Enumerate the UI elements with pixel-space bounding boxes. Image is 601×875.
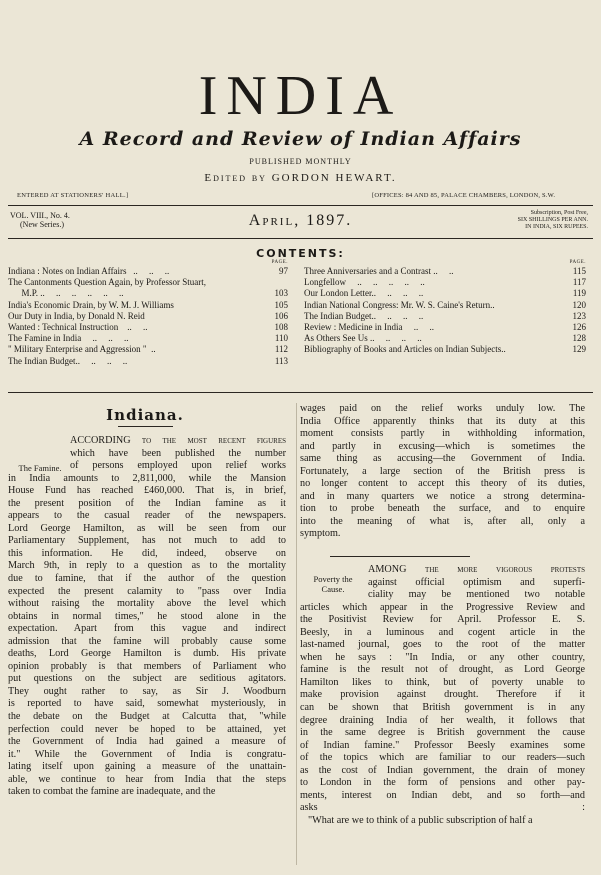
subscription-line: IN INDIA, SIX RUPEES. [525,224,588,230]
contents-entry [304,344,586,355]
contents-entry [8,344,288,355]
contents-entry-title: As Others See Us .. .. .. .. [304,333,422,344]
article-text-line: admission that the famine will probably cause some [8,635,286,647]
series-label: (New Series.) [20,220,64,229]
contents-entry-page: 129 [572,344,586,355]
column-divider [296,403,297,865]
article-text-line: it." While the Government of India is congratu- [8,748,286,760]
published-monthly: PUBLISHED MONTHLY [249,157,352,166]
subscription-info [480,210,588,231]
contents-entry-title: Our London Letter.. .. .. .. [304,288,424,299]
article-heading: Indiana. [106,406,184,424]
contents-entry-title: The Indian Budget.. .. .. .. [8,355,128,366]
article-text-line: put questions on the subject are seditious agitators. [8,673,286,685]
contents-entry [8,300,288,311]
contents-entry-page: 110 [274,333,288,344]
article-text-line: wages paid on the relief works unduly low. The [300,403,585,414]
article-text-line: ciality may be mentioned two notable [368,589,585,601]
article-text-line: ments, interest on Indian debt, and so forth—and [300,789,585,801]
article-text-line: when he says : "In India, or any other country, [300,651,585,663]
article-left-column [8,435,286,799]
article-text-line: articles which appear in the Progressive Review and [300,601,585,613]
contents-entry-title: Three Anniversaries and a Contrast .. .. [304,266,454,276]
article-text-line: is reported to have said, somewhat mysteriously, in [8,698,286,710]
contents-entry [8,356,288,367]
article-text-line: same thing as accusing—the Government of India. [300,453,585,465]
contents-entry-title: The Famine in India .. .. .. [8,333,129,344]
article-text-line: Fortunately, a large section of the British press is [300,465,585,477]
article-text-line: against official optimism and superfi- [368,576,585,588]
margin-note-line: Poverty the [313,574,353,584]
article-text-line: the debate on the Budget at Calcutta that, "while [8,711,286,723]
contents-bottom-rule [8,392,593,393]
contents-entry [304,322,586,333]
contents-entry [8,322,288,333]
page-column-header: PAGE. [569,260,586,265]
article-text-line: and partly in excusing—which is sometimes the [300,440,585,452]
article-text-line: expected the present calamity to "pass over India [8,585,286,597]
article-text-line: able, we continue to hear from India that the steps [8,773,286,785]
contents-entry-title: Indian National Congress: Mr. W. S. Caine's Return.. [304,299,495,310]
contents-entry-page: 108 [274,322,288,333]
article-text-line: as the cost of Indian government, the drain of money [300,764,585,776]
article-text-line: tion to probe beneath the surface, and to enquire [300,503,585,515]
contents-entry-title: Indiana : Notes on Indian Affairs .. .. .. [8,266,170,276]
article-text-line: of the topics which are familiar to our readers—such [300,752,585,764]
article-text-line: without raising the mortality above the level which [8,598,286,610]
article-text-line: "What are we to think of a public subscription of half a [308,814,533,826]
contents-entry-title: India's Economic Drain, by W. M. J. Williams [8,299,174,310]
volume-number: VOL. VIII., No. 4. [10,211,70,220]
contents-entry [304,333,586,344]
contents-right-column [304,260,586,356]
masthead-title: INDIA [198,65,403,127]
article-text-line: perfection could never be hoped to be attained, yet [8,723,286,735]
contents-entry-title: Bibliography of Books and Articles on Indian Subjects.. [304,344,506,355]
contents-entry-page: 115 [572,266,586,276]
article-text-line: Beesly, in a luminous and cogent article in the [300,626,585,638]
article-text-line: the present position of the Indian famine as it [8,497,286,509]
article-text-line: Hamilton likes to think, but of poverty unable to [300,676,585,688]
article-text-line: Parliamentary Supplement, has not much to add to [8,535,286,547]
article-text-line: March 9th, in reply to a question as to the mortality [8,560,286,572]
offices-address: [OFFICES: 84 AND 85, PALACE CHAMBERS, LONDON, S.W. [372,192,556,199]
contents-heading: CONTENTS: [256,247,345,260]
contents-entry-title: Our Duty in India, by Donald N. Reid [8,310,145,321]
article-text-line: and in many quarters we notice a strong determina- [300,490,585,502]
article-text-line: India Office apparently thinks that its duty at this [300,415,585,427]
contents-entry-page: 97 [279,266,288,276]
article-text-line: in India amounts to 2,811,000, while the Mansion [8,472,286,484]
article-text-line: due to famine, that if the author of the question [8,573,286,585]
contents-entry-title: Longfellow .. .. .. .. .. [304,277,425,288]
article-text-line: appears to the casual reader of the newspapers. [8,510,286,522]
contents-entry [8,333,288,344]
article-text-line: degree draining India of her wealth, it follows that [300,714,585,726]
article-text-line: can be shown that British government is in any [300,702,585,714]
contents-entry [8,288,288,299]
edited-by: Edited by GORDON HEWART. [204,172,397,184]
contents-entry-page: 106 [274,310,288,321]
contents-entry-title: The Indian Budget.. .. .. .. [304,310,424,321]
contents-entry [8,277,288,288]
article-text-line: House Fund has reached £460,000. That is, in brief, [8,485,286,497]
article-text-line: to London in the form of pensions and other pay- [300,777,585,789]
article-text-line: moment consists partly in withholding information, [300,428,585,440]
contents-entry-title: " Military Enterprise and Aggression " .. [8,344,156,355]
article-text-line: into the meaning of what is, after all, only a [300,515,585,527]
contents-entry-page [284,277,288,288]
article-text-line: this information. He did, indeed, observe on [8,547,286,559]
contents-left-column [8,260,288,367]
article-text-line: last-named journal, goes to the root of the matter [300,639,585,651]
contents-entry-page: 128 [572,333,586,344]
masthead-subtitle: A Record and Review of Indian Affairs [79,128,522,150]
article-text-line: the Government of India had gained a measure of [8,736,286,748]
article-text-line: lating itself upon gaining a measure of the unattain- [8,761,286,773]
article-text-line: obtains in normal times," he stood alone in the [8,610,286,622]
page-column-header: PAGE. [271,260,288,265]
margin-note-famine: The Famine. [18,463,62,473]
contents-rule [8,238,593,239]
article-text-line: famine is the result not of drought, as Lord George [300,664,585,676]
contents-entry [304,288,586,299]
subscription-line: Subscription, Post Free, [530,210,588,216]
heading-underline [118,426,173,427]
article-text-line: taken to combat the famine are inadequate, and the [8,786,216,798]
article-text-line: deaths, Lord George Hamilton is dumb. His private [8,648,286,660]
article-text-line: the Positivist Review for April. Professor E. S. [300,614,585,626]
article-text-line: opinion probably is that members of Parliament who [8,660,286,672]
article-text-line: of Indian famine." Professor Beesly examines some [300,739,585,751]
contents-entry-page: 123 [572,310,586,321]
issue-date: April, 1897. [248,212,353,229]
contents-entry-page: 117 [572,277,586,288]
article-text-line: symptom. [300,528,341,540]
contents-entry-page: 105 [274,299,288,310]
subscription-line: SIX SHILLINGS PER ANN. [517,217,588,223]
article-text-line: expectation. Apart from this vague and indirect [8,623,286,635]
contents-entry-page: 112 [274,344,288,355]
contents-entry-title: M.P. .. .. .. .. .. .. [8,288,124,299]
article-text-line: They ought rather to say, as Sir J. Woodburn [8,685,286,697]
article-text-line: AMONG the more vigorous protests [368,564,585,575]
top-rule [8,205,593,206]
contents-entry-page: 126 [572,322,586,333]
article-text-line: which have been published the number [70,447,286,459]
contents-entry-title: The Cantonments Question Again, by Professor Stuart, [8,277,206,288]
article-text-line: Lord George Hamilton, as will be seen from our [8,522,286,534]
contents-entry [304,311,586,322]
contents-entry-page: 103 [274,288,288,299]
contents-entry [304,266,586,277]
contents-entry-page: 120 [572,299,586,310]
contents-entry [304,277,586,288]
article-text-line: no longer content to accept this theory of its duties, [300,478,585,490]
margin-note-line: Cause. [321,584,345,594]
article-right-column-bottom [300,564,585,827]
contents-entry-page: 119 [572,288,586,299]
entered-stationers-hall: ENTERED AT STATIONERS' HALL.] [17,192,129,199]
article-text-line: asks : [300,802,585,814]
contents-entry [8,311,288,322]
article-right-column-top [300,403,585,541]
section-divider [330,556,470,557]
contents-entry [304,300,586,311]
article-text-line: of persons employed upon relief works [70,460,286,472]
article-text-line: make provision against drought. Therefore if it [300,689,585,701]
article-text-line: in the same degree is British government the cause [300,727,585,739]
contents-entry [8,266,288,277]
contents-entry-page: 113 [274,355,288,366]
contents-entry-title: Wanted : Technical Instruction .. .. [8,322,148,333]
article-text-line: ACCORDING to the most recent figures [70,435,286,446]
contents-entry-title: Review : Medicine in India .. .. [304,322,434,333]
